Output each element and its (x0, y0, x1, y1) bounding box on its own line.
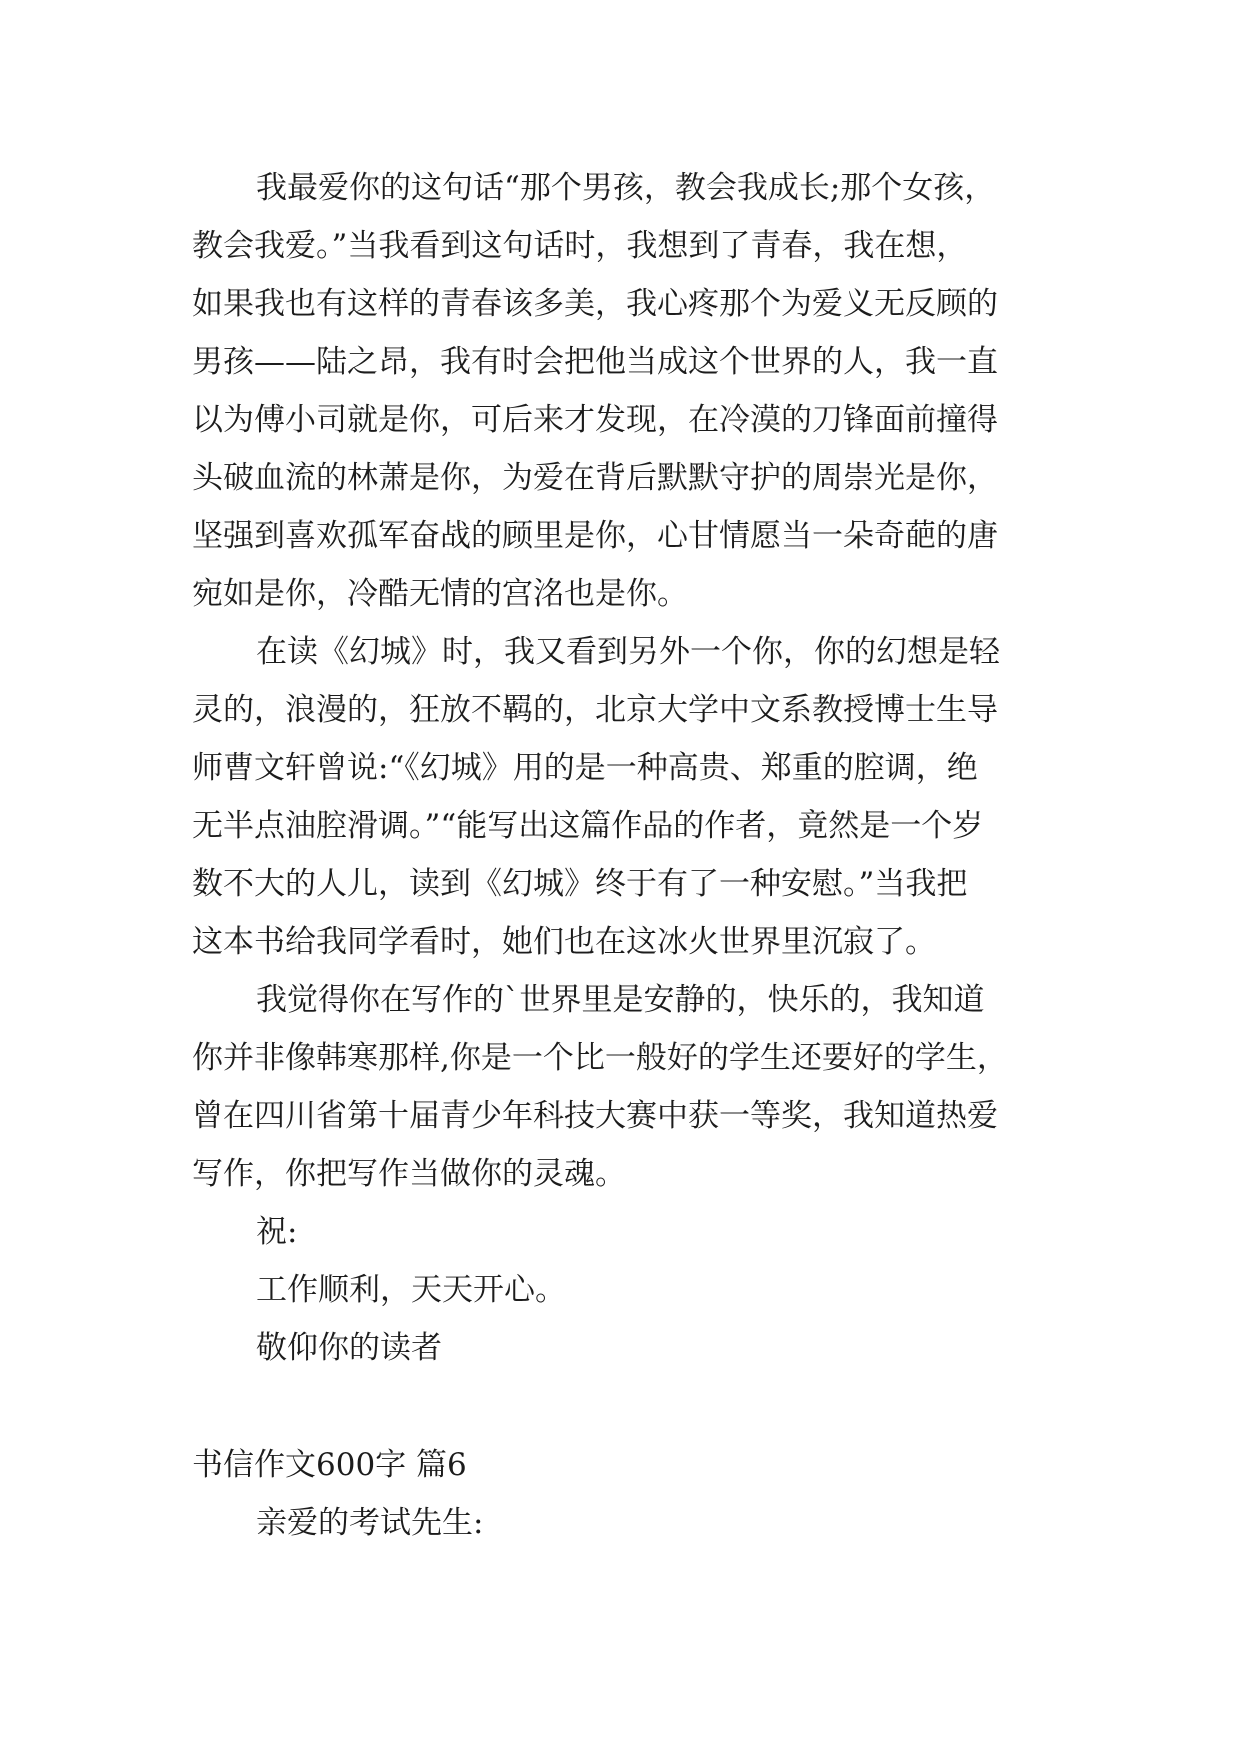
text-line: 我最爱你的这句话“那个男孩，教会我成长;那个女孩， (256, 170, 996, 206)
text-line: 宛如是你，冷酷无情的宫洺也是你。 (192, 576, 688, 612)
text-line: 亲爱的考试先生: (256, 1505, 484, 1541)
text-line: 男孩——陆之昂，我有时会把他当成这个世界的人，我一直 (192, 344, 998, 380)
text-line: 工作顺利，天天开心。 (256, 1272, 566, 1308)
text-line: 祝: (256, 1214, 298, 1250)
text-line: 教会我爱。”当我看到这句话时，我想到了青春，我在想， (192, 228, 968, 264)
text-line: 你并非像韩寒那样,你是一个比一般好的学生还要好的学生， (192, 1040, 1008, 1076)
text-line: 在读《幻城》时，我又看到另外一个你，你的幻想是轻 (256, 634, 1000, 670)
section-heading: 书信作文600字 篇6 (192, 1447, 467, 1483)
text-line: 曾在四川省第十届青少年科技大赛中获一等奖，我知道热爱 (192, 1098, 998, 1134)
text-line: 无半点油腔滑调。”“能写出这篇作品的作者，竟然是一个岁 (192, 808, 984, 844)
text-line: 以为傅小司就是你，可后来才发现，在冷漠的刀锋面前撞得 (192, 402, 998, 438)
text-line: 这本书给我同学看时，她们也在这冰火世界里沉寂了。 (192, 924, 936, 960)
text-line: 我觉得你在写作的`世界里是安静的，快乐的，我知道 (256, 982, 985, 1018)
text-line: 敬仰你的读者 (256, 1330, 442, 1366)
text-line: 坚强到喜欢孤军奋战的顾里是你，心甘情愿当一朵奇葩的唐 (192, 518, 998, 554)
text-line: 师曹文轩曾说:“《幻城》用的是一种高贵、郑重的腔调，绝 (192, 750, 978, 786)
text-line: 数不大的人儿，读到《幻城》终于有了一种安慰。”当我把 (192, 866, 968, 902)
text-line: 头破血流的林萧是你，为爱在背后默默守护的周崇光是你， (192, 460, 998, 496)
text-line: 如果我也有这样的青春该多美，我心疼那个为爱义无反顾的 (192, 286, 998, 322)
text-line: 写作，你把写作当做你的灵魂。 (192, 1156, 626, 1192)
text-line: 灵的，浪漫的，狂放不羁的，北京大学中文系教授博士生导 (192, 692, 998, 728)
